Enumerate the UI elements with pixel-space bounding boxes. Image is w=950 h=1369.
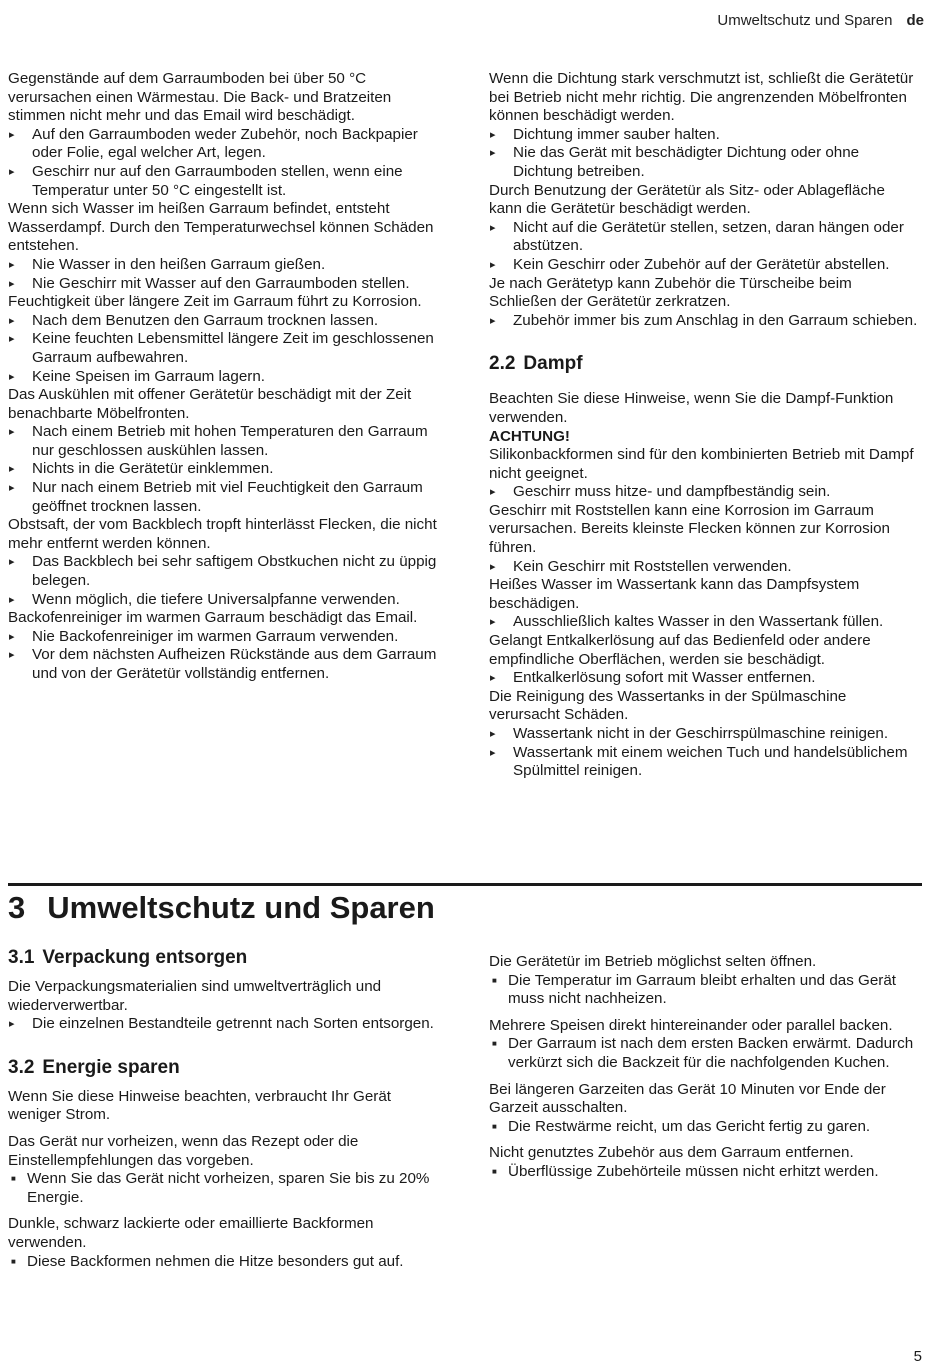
section-title: Dampf xyxy=(523,353,583,375)
upper-left-column xyxy=(8,70,440,684)
paragraph: Wenn die Dichtung stark verschmutzt ist, schließt die Gerätetür bei Betrieb nicht mehr richtig. Die angrenzenden Möbelfronten können beschädigt werden. xyxy=(489,70,914,125)
bullet-list xyxy=(8,423,440,516)
list-item: ▸ Zubehör immer bis zum Anschlag in den Garraum schieben. xyxy=(489,312,921,331)
list-item: ▸ Wassertank mit einem weichen Tuch und handelsüblichem Spülmittel reinigen. xyxy=(489,744,921,781)
square-bullet-list xyxy=(489,1163,921,1182)
paragraph: Feuchtigkeit über längere Zeit im Garraum führt zu Korrosion. xyxy=(8,293,422,311)
list-item: ▸ Geschirr muss hitze- und dampfbeständig sein. xyxy=(489,483,921,502)
bullet-list xyxy=(489,312,921,331)
energy-tip-effect: ■ Diese Backformen nehmen die Hitze besonders gut auf. xyxy=(8,1253,440,1272)
energy-tip-effect: ■ Überflüssige Zubehörteile müssen nicht erhitzt werden. xyxy=(489,1163,921,1182)
page-number: 5 xyxy=(913,1348,922,1365)
list-item: ▸ Nicht auf die Gerätetür stellen, setzen, daran hängen oder abstützen. xyxy=(489,219,921,256)
list-item: ▸ Nie Backofenreiniger im warmen Garraum verwenden. xyxy=(8,628,440,647)
paragraph: Je nach Gerätetyp kann Zubehör die Türscheibe beim Schließen der Gerätetür zerkratzen. xyxy=(489,274,852,311)
section-number: 2.2 xyxy=(489,353,516,375)
section-heading-dampf xyxy=(489,352,921,376)
bullet-list xyxy=(489,558,921,577)
paragraph: Geschirr mit Roststellen kann eine Korrosion im Garraum verursachen. Bereits kleinste Flecken können zur Korrosion führen. xyxy=(489,501,890,557)
section-number: 3.1 xyxy=(8,947,35,968)
square-bullet-list xyxy=(489,1118,921,1137)
energy-tip: Bei längeren Garzeiten das Gerät 10 Minuten vor Ende der Garzeit ausschalten. xyxy=(489,1080,886,1117)
upper-right-column xyxy=(489,70,921,781)
energy-tip-effect: ■ Die Restwärme reicht, um das Gericht fertig zu garen. xyxy=(489,1118,921,1137)
paragraph: Obstsaft, der vom Backblech tropft hinterlässt Flecken, die nicht mehr entfernt werden können. xyxy=(8,516,437,552)
bullet-list xyxy=(489,669,921,688)
bullet-list xyxy=(489,483,921,502)
paragraph: Heißes Wasser im Wassertank kann das Dampfsystem beschädigen. xyxy=(489,576,860,612)
list-item: ▸ Ausschließlich kaltes Wasser in den Wassertank füllen. xyxy=(489,613,921,632)
bullet-list xyxy=(8,126,440,200)
paragraph: Beachten Sie diese Hinweise, wenn Sie die Dampf-Funktion verwenden. xyxy=(489,390,894,426)
paragraph: Gelangt Entkalkerlösung auf das Bedienfeld oder andere empfindliche Oberflächen, werden sie beschädigt. xyxy=(489,632,871,668)
header-language: de xyxy=(906,12,924,29)
chapter-heading xyxy=(8,888,435,928)
chapter-divider xyxy=(8,883,922,886)
energy-tip-effect: ■ Der Garraum ist nach dem ersten Backen erwärmt. Dadurch verkürzt sich die Backzeit für die nachfolgenden Kuchen. xyxy=(489,1035,921,1072)
paragraph: Wenn sich Wasser im heißen Garraum befindet, entsteht Wasserdampf. Durch den Temperaturwechsel können Schäden entstehen. xyxy=(8,200,434,255)
energy-tip: Dunkle, schwarz lackierte oder emaillierte Backformen verwenden. xyxy=(8,1215,374,1251)
list-item: ▸ Keine feuchten Lebensmittel längere Zeit im geschlossenen Garraum aufbewahren. xyxy=(8,330,440,367)
list-item: ▸ Dichtung immer sauber halten. xyxy=(489,126,921,145)
warning-label: ACHTUNG! xyxy=(489,427,570,445)
list-item: ▸ Entkalkerlösung sofort mit Wasser entfernen. xyxy=(489,669,921,688)
list-item: ▸ Nach einem Betrieb mit hohen Temperaturen den Garraum nur geschlossen auskühlen lassen. xyxy=(8,423,440,460)
square-bullet-list xyxy=(8,1170,440,1207)
paragraph: Die Reinigung des Wassertanks in der Spülmaschine verursacht Schäden. xyxy=(489,687,847,724)
list-item: ▸ Die einzelnen Bestandteile getrennt nach Sorten entsorgen. xyxy=(8,1015,440,1034)
chapter-title: Umweltschutz und Sparen xyxy=(47,890,435,925)
bullet-list xyxy=(489,725,921,781)
lower-right-column xyxy=(489,953,921,1182)
section-title: Verpackung entsorgen xyxy=(42,947,248,968)
list-item: ▸ Nie Geschirr mit Wasser auf den Garraumboden stellen. xyxy=(8,275,440,294)
section-heading-energie xyxy=(8,1056,440,1080)
section-heading-verpackung xyxy=(8,946,440,970)
list-item: ▸ Geschirr nur auf den Garraumboden stellen, wenn eine Temperatur unter 50 °C eingestellt ist. xyxy=(8,163,440,200)
list-item: ▸ Nichts in die Gerätetür einklemmen. xyxy=(8,460,440,479)
bullet-list xyxy=(8,256,440,293)
list-item: ▸ Nach dem Benutzen den Garraum trocknen lassen. xyxy=(8,312,440,331)
paragraph: Silikonbackformen sind für den kombinierten Betrieb mit Dampf nicht geeignet. xyxy=(489,446,914,482)
list-item: ▸ Kein Geschirr mit Roststellen verwenden. xyxy=(489,558,921,577)
list-item: ▸ Kein Geschirr oder Zubehör auf der Gerätetür abstellen. xyxy=(489,256,921,275)
paragraph: Das Auskühlen mit offener Gerätetür beschädigt mit der Zeit benachbarte Möbelfronten. xyxy=(8,386,412,422)
bullet-list xyxy=(8,628,440,684)
bullet-list xyxy=(8,312,440,386)
square-bullet-list xyxy=(8,1253,440,1272)
header-section-title: Umweltschutz und Sparen xyxy=(717,12,893,29)
paragraph: Durch Benutzung der Gerätetür als Sitz- oder Ablagefläche kann die Gerätetür beschädigt werden. xyxy=(489,181,885,218)
energy-tip: Nicht genutztes Zubehör aus dem Garraum entfernen. xyxy=(489,1144,854,1162)
paragraph: Gegenstände auf dem Garraumboden bei über 50 °C verursachen einen Wärmestau. Die Back- und Bratzeiten stimmen nicht mehr und das Email wird beschädigt. xyxy=(8,70,392,125)
list-item: ▸ Wenn möglich, die tiefere Universalpfanne verwenden. xyxy=(8,591,440,610)
energy-tip-effect: ■ Wenn Sie das Gerät nicht vorheizen, sparen Sie bis zu 20% Energie. xyxy=(8,1170,440,1207)
chapter-number: 3 xyxy=(8,890,26,925)
energy-tip: Das Gerät nur vorheizen, wenn das Rezept oder die Einstellempfehlungen das vorgeben. xyxy=(8,1132,359,1169)
section-title: Energie sparen xyxy=(42,1056,180,1078)
paragraph: Backofenreiniger im warmen Garraum beschädigt das Email. xyxy=(8,609,418,627)
lower-left-column xyxy=(8,946,440,1271)
list-item: ▸ Keine Speisen im Garraum lagern. xyxy=(8,368,440,387)
square-bullet-list xyxy=(489,972,921,1009)
square-bullet-list xyxy=(489,1035,921,1072)
list-item: ▸ Nie Wasser in den heißen Garraum gießen. xyxy=(8,256,440,275)
list-item: ▸ Nie das Gerät mit beschädigter Dichtung oder ohne Dichtung betreiben. xyxy=(489,144,921,181)
paragraph: Wenn Sie diese Hinweise beachten, verbraucht Ihr Gerät weniger Strom. xyxy=(8,1087,391,1124)
list-item: ▸ Vor dem nächsten Aufheizen Rückstände aus dem Garraum und von der Gerätetür vollständig entfernen. xyxy=(8,646,440,683)
bullet-list xyxy=(489,126,921,182)
list-item: ▸ Auf den Garraumboden weder Zubehör, noch Backpapier oder Folie, egal welcher Art, legen. xyxy=(8,126,440,163)
energy-tip-effect: ■ Die Temperatur im Garraum bleibt erhalten und das Gerät muss nicht nachheizen. xyxy=(489,972,921,1009)
bullet-list xyxy=(489,613,921,632)
list-item: ▸ Das Backblech bei sehr saftigem Obstkuchen nicht zu üppig belegen. xyxy=(8,553,440,590)
running-header xyxy=(717,12,924,29)
list-item: ▸ Nur nach einem Betrieb mit viel Feuchtigkeit den Garraum geöffnet trocknen lassen. xyxy=(8,479,440,516)
bullet-list xyxy=(489,219,921,275)
bullet-list xyxy=(8,553,440,609)
list-item: ▸ Wassertank nicht in der Geschirrspülmaschine reinigen. xyxy=(489,725,921,744)
energy-tip: Die Gerätetür im Betrieb möglichst selten öffnen. xyxy=(489,953,817,970)
bullet-list xyxy=(8,1015,440,1034)
section-number: 3.2 xyxy=(8,1056,35,1078)
energy-tip: Mehrere Speisen direkt hintereinander oder parallel backen. xyxy=(489,1016,893,1034)
paragraph: Die Verpackungsmaterialien sind umweltverträglich und wiederverwertbar. xyxy=(8,978,382,1014)
